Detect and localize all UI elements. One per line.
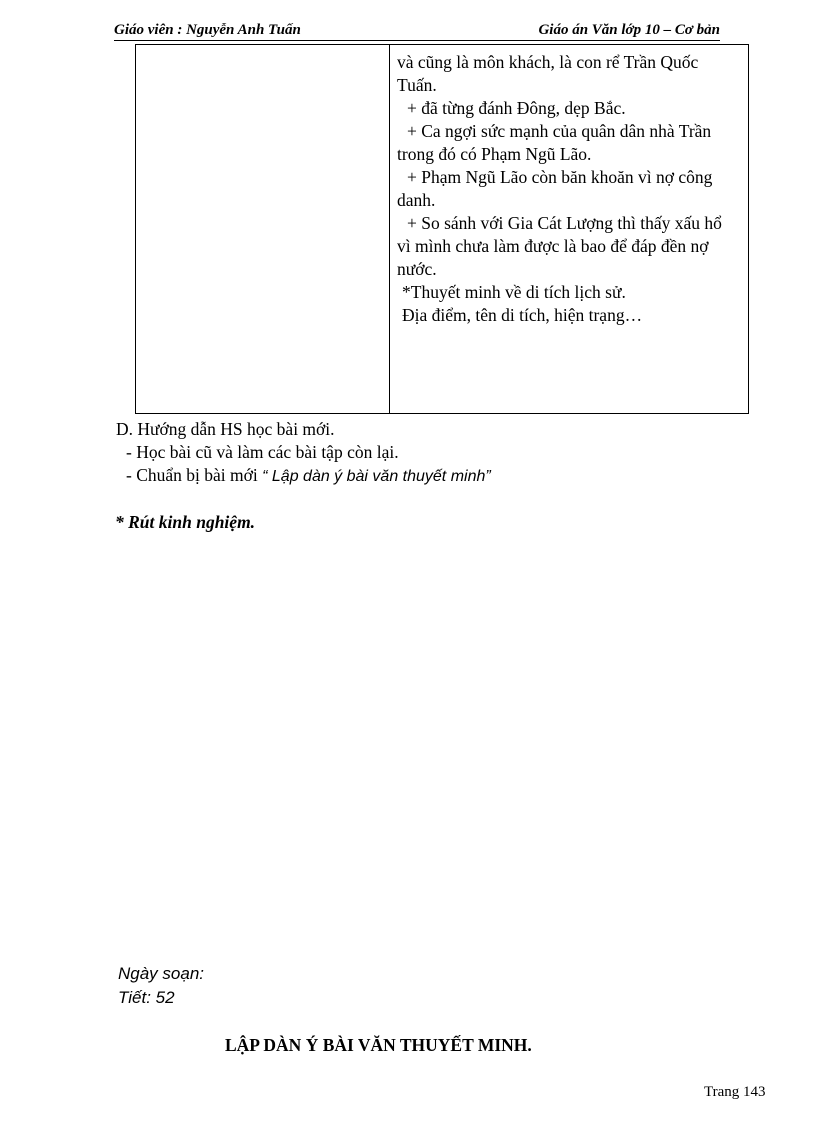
table-line: vì mình chưa làm được là bao để đáp đền nợ — [397, 236, 709, 256]
table-line: Tuấn. — [397, 75, 437, 95]
page-header — [114, 22, 720, 41]
table-line: + đã từng đánh Đông, dẹp Bắc. — [407, 98, 626, 118]
table-line: danh. — [397, 190, 436, 210]
section-d-item-2 — [126, 464, 491, 488]
table-line: nước. — [397, 259, 437, 279]
table-line: *Thuyết minh về di tích lịch sử. — [402, 282, 626, 302]
date-label: Ngày soạn: — [118, 964, 204, 983]
section-d-heading: D. Hướng dẫn HS học bài mới. — [116, 419, 335, 439]
table-left-column — [136, 45, 390, 413]
table-line: + Ca ngợi sức mạnh của quân dân nhà Trần — [407, 121, 712, 141]
experience-heading: * Rút kinh nghiệm. — [115, 512, 256, 532]
table-line: Địa điểm, tên di tích, hiện trạng… — [402, 305, 643, 325]
table-right-column — [390, 45, 748, 413]
course-name: Giáo án Văn lớp 10 – Cơ bản — [538, 22, 720, 38]
lesson-table — [135, 44, 749, 414]
section-d-item-2-title: “ Lập dàn ý bài văn thuyết minh” — [262, 468, 491, 485]
table-line: + Phạm Ngũ Lão còn băn khoăn vì nợ công — [407, 167, 713, 187]
lesson-title: LẬP DÀN Ý BÀI VĂN THUYẾT MINH. — [225, 1035, 532, 1055]
section-d-item-2-prefix: - Chuẩn bị bài mới — [126, 465, 263, 485]
period-label: Tiết: 52 — [118, 988, 175, 1007]
table-line: + So sánh với Gia Cát Lượng thì thấy xấu hổ — [407, 213, 722, 233]
section-d-item-1: - Học bài cũ và làm các bài tập còn lại. — [126, 442, 399, 462]
teacher-name: Giáo viên : Nguyễn Anh Tuấn — [114, 22, 301, 38]
page-number: Trang 143 — [704, 1084, 766, 1100]
table-line: và cũng là môn khách, là con rể Trần Quốc — [397, 52, 699, 72]
lesson-info — [118, 962, 204, 1010]
table-line: trong đó có Phạm Ngũ Lão. — [397, 144, 592, 164]
